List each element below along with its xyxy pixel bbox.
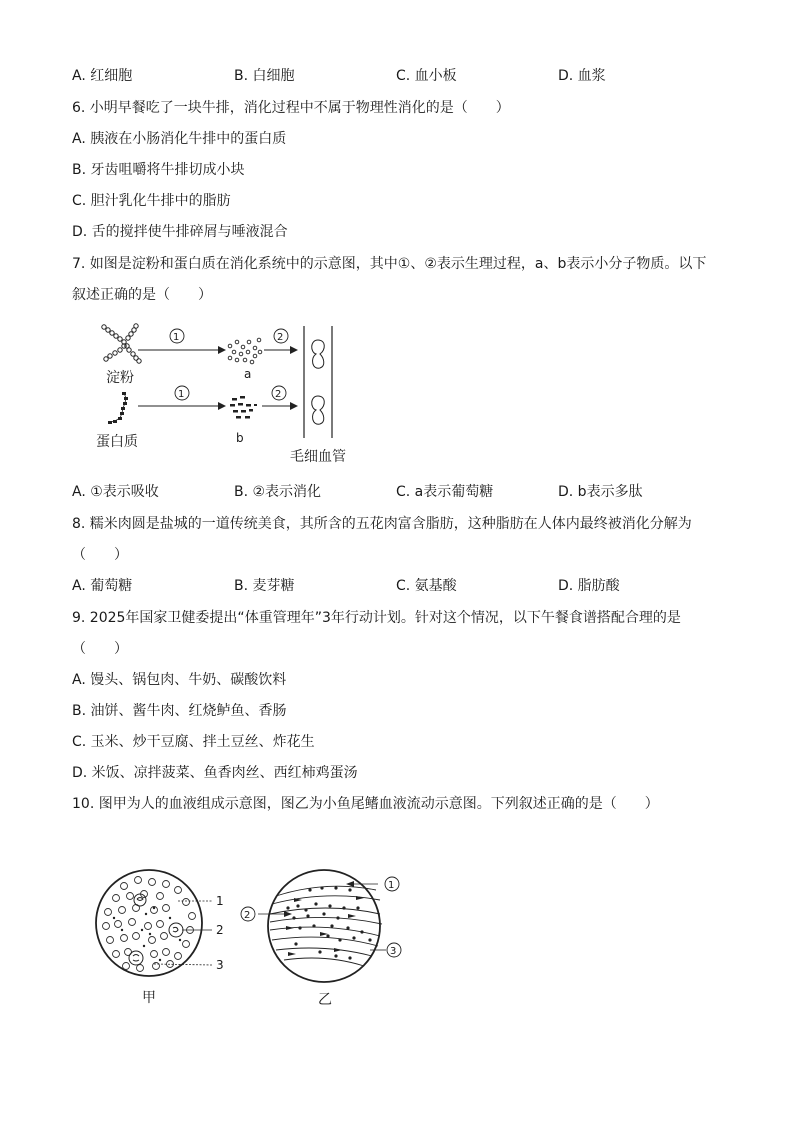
jia-label-3: 3 [216, 958, 224, 972]
q9-option-a[interactable]: A. 馒头、锅包肉、牛奶、碳酸饮料 [72, 672, 287, 688]
starch-chain-icon [102, 324, 141, 363]
q7-stem-line2: 叙述正确的是（ ） [72, 287, 212, 303]
label-b: b [236, 431, 244, 445]
arrow-head-icon [218, 402, 226, 410]
q6-stem: 6. 小明早餐吃了一块牛排，消化过程中不属于物理性消化的是（ ） [72, 100, 510, 116]
q8-options [72, 576, 732, 596]
q9-option-b[interactable]: B. 油饼、酱牛肉、红烧鲈鱼、香肠 [72, 703, 287, 719]
glucose-molecules-icon [228, 338, 262, 364]
q10-stem: 10. 图甲为人的血液组成示意图，图乙为小鱼尾鳍血液流动示意图。下列叙述正确的是（ ） [72, 796, 659, 812]
red-blood-cell-icon [312, 340, 325, 368]
capillary-label: 毛细血管 [290, 449, 346, 465]
red-blood-cell-icon [312, 396, 325, 424]
q8-option-b[interactable]: B. 麦芽糖 [234, 578, 295, 594]
yi-label-1: 1 [388, 880, 395, 891]
q5-option-a[interactable]: A. 红细胞 [72, 68, 133, 84]
q7-option-d[interactable]: D. b表示多肽 [558, 484, 643, 500]
q10-blood-composition-figure [94, 868, 244, 1010]
q9-option-d[interactable]: D. 米饭、凉拌菠菜、鱼香肉丝、西红柿鸡蛋汤 [72, 765, 358, 781]
q9-option-c[interactable]: C. 玉米、炒干豆腐、拌土豆丝、炸花生 [72, 734, 315, 750]
q6-option-a[interactable]: A. 胰液在小肠消化牛排中的蛋白质 [72, 131, 287, 147]
q5-option-b[interactable]: B. 白细胞 [234, 68, 295, 84]
step2-label: 2 [275, 389, 282, 400]
arrow-head-icon [290, 402, 298, 410]
arrow-head-icon [218, 346, 226, 354]
q8-option-a[interactable]: A. 葡萄糖 [72, 578, 133, 594]
q10-fish-tail-blood-flow-figure [236, 868, 412, 1010]
q7-option-b[interactable]: B. ②表示消化 [234, 484, 322, 500]
step1-label: 1 [173, 332, 180, 343]
amino-acid-molecules-icon [230, 396, 257, 419]
step1-label: 1 [178, 389, 185, 400]
q7-digestion-figure [90, 318, 370, 468]
q5-options [72, 66, 732, 86]
yi-label-2: 2 [244, 910, 251, 921]
arrow-head-icon [290, 346, 298, 354]
q8-stem-line1: 8. 糯米肉圆是盐城的一道传统美食，其所含的五花肉富含脂肪，这种脂肪在人体内最终被消化分解为 [72, 516, 692, 532]
q7-option-c[interactable]: C. a表示葡萄糖 [396, 484, 494, 500]
step2-label: 2 [277, 332, 284, 343]
q7-stem-line1: 7. 如图是淀粉和蛋白质在消化系统中的示意图，其中①、②表示生理过程，a、b表示小分子物质。以下 [72, 256, 707, 272]
q9-stem-line2: （ ） [72, 641, 128, 657]
q6-option-c[interactable]: C. 胆汁乳化牛排中的脂肪 [72, 193, 231, 209]
protein-label: 蛋白质 [96, 434, 138, 450]
jia-label-1: 1 [216, 894, 224, 908]
yi-label-3: 3 [390, 946, 397, 957]
q6-option-d[interactable]: D. 舌的搅拌使牛排碎屑与唾液混合 [72, 224, 288, 240]
jia-caption: 甲 [142, 990, 156, 1006]
q8-option-d[interactable]: D. 脂肪酸 [558, 578, 620, 594]
jia-label-2: 2 [216, 923, 224, 937]
q8-stem-line2: （ ） [72, 547, 128, 563]
yi-caption: 乙 [318, 992, 332, 1008]
q7-options [72, 482, 732, 502]
label-a: a [244, 367, 252, 381]
q5-option-d[interactable]: D. 血浆 [558, 68, 606, 84]
q5-option-c[interactable]: C. 血小板 [396, 68, 457, 84]
q8-option-c[interactable]: C. 氨基酸 [396, 578, 457, 594]
q9-stem-line1: 9. 2025年国家卫健委提出“体重管理年”3年行动计划。针对这个情况，以下午餐食谱搭配合理的是 [72, 610, 681, 626]
q6-option-b[interactable]: B. 牙齿咀嚼将牛排切成小块 [72, 162, 245, 178]
starch-label: 淀粉 [106, 370, 134, 386]
q7-option-a[interactable]: A. ①表示吸收 [72, 484, 159, 500]
